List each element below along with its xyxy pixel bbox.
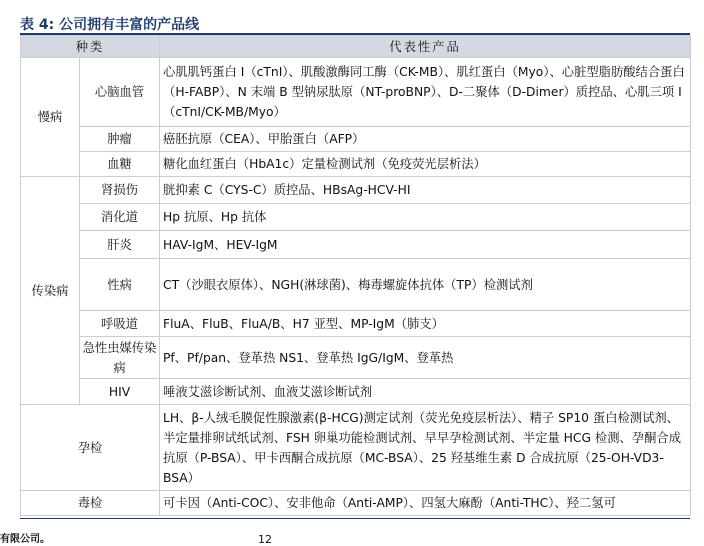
products-hiv: 唾液艾滋诊断试剂、血液艾滋诊断试剂 xyxy=(160,379,691,405)
subcategory-hepatitis: 肝炎 xyxy=(80,231,160,259)
page-number: 12 xyxy=(258,533,272,546)
table-row xyxy=(21,259,691,311)
products-digestive: Hp 抗原、Hp 抗体 xyxy=(160,204,691,231)
category-chronic: 慢病 xyxy=(21,58,80,177)
products-hepatitis: HAV-IgM、HEV-IgM xyxy=(160,231,691,259)
table-title: 表 4: 公司拥有丰富的产品线 xyxy=(20,17,200,33)
subcategory-vector: 急性虫媒传染病 xyxy=(80,337,160,379)
products-tumor: 癌胚抗原（CEA）、甲胎蛋白（AFP） xyxy=(160,127,691,152)
category-drug: 毒检 xyxy=(21,491,160,516)
table-row xyxy=(21,379,691,405)
table-row xyxy=(21,337,691,379)
table-row xyxy=(21,491,691,516)
header-row xyxy=(21,36,691,58)
subcategory-hiv: HIV xyxy=(80,379,160,405)
product-line-table xyxy=(20,35,691,516)
header-products: 代表性产品 xyxy=(160,36,691,58)
products-pregnancy: LH、β-人绒毛膜促性腺激素(β-HCG)测定试剂（荧光免疫层析法）、精子 SP10 蛋白检测试剂、半定量排卵试纸试剂、FSH 卵巢功能检测试剂、早早孕检测试剂、半定量 HCG 检测、孕酮合成抗原（P-BSA）、甲卡西酮合成抗原（MC-BSA）、25 羟基维生素 D 合成抗原（25-OH-VD3-BSA） xyxy=(160,405,691,491)
category-pregnancy: 孕检 xyxy=(21,405,160,491)
table-row xyxy=(21,204,691,231)
products-std: CT（沙眼衣原体）、NGH(淋球菌)、梅毒螺旋体抗体（TP）检测试剂 xyxy=(160,259,691,311)
footer-text: 有限公司。 xyxy=(0,534,50,545)
products-respiratory: FluA、FluB、FluA/B、H7 亚型、MP-IgM（肺支） xyxy=(160,311,691,337)
products-glucose: 糖化血红蛋白（HbA1c）定量检测试剂（免疫荧光层析法） xyxy=(160,152,691,177)
subcategory-cardio: 心脑血管 xyxy=(80,58,160,127)
subcategory-kidney: 肾损伤 xyxy=(80,177,160,204)
subcategory-digestive: 消化道 xyxy=(80,204,160,231)
subcategory-tumor: 肿瘤 xyxy=(80,127,160,152)
header-category: 种类 xyxy=(21,36,160,58)
table-row xyxy=(21,311,691,337)
table-row xyxy=(21,177,691,204)
subcategory-respiratory: 呼吸道 xyxy=(80,311,160,337)
products-vector: Pf、Pf/pan、登革热 NS1、登革热 IgG/IgM、登革热 xyxy=(160,337,691,379)
category-infectious: 传染病 xyxy=(21,177,80,405)
table-row xyxy=(21,405,691,491)
footer-rule xyxy=(20,518,690,519)
products-cardio: 心肌肌钙蛋白 I（cTnI）、肌酸激酶同工酶（CK-MB）、肌红蛋白（Myo）、心脏型脂肪酸结合蛋白（H-FABP）、N 末端 B 型钠尿肽原（NT-proBNP）、D-二聚体（D-Dimer）质控品、心肌三项 I（cTnI/CK-MB/Myo） xyxy=(160,58,691,127)
table-row xyxy=(21,231,691,259)
table-row xyxy=(21,152,691,177)
products-drug: 可卡因（Anti-COC）、安非他命（Anti-AMP）、四氢大麻酚（Anti-THC）、羟二氢可 xyxy=(160,491,691,516)
products-kidney: 胱抑素 C（CYS-C）质控品、HBsAg-HCV-HI xyxy=(160,177,691,204)
table-row xyxy=(21,127,691,152)
subcategory-std: 性病 xyxy=(80,259,160,311)
subcategory-glucose: 血糖 xyxy=(80,152,160,177)
table-row xyxy=(21,58,691,127)
